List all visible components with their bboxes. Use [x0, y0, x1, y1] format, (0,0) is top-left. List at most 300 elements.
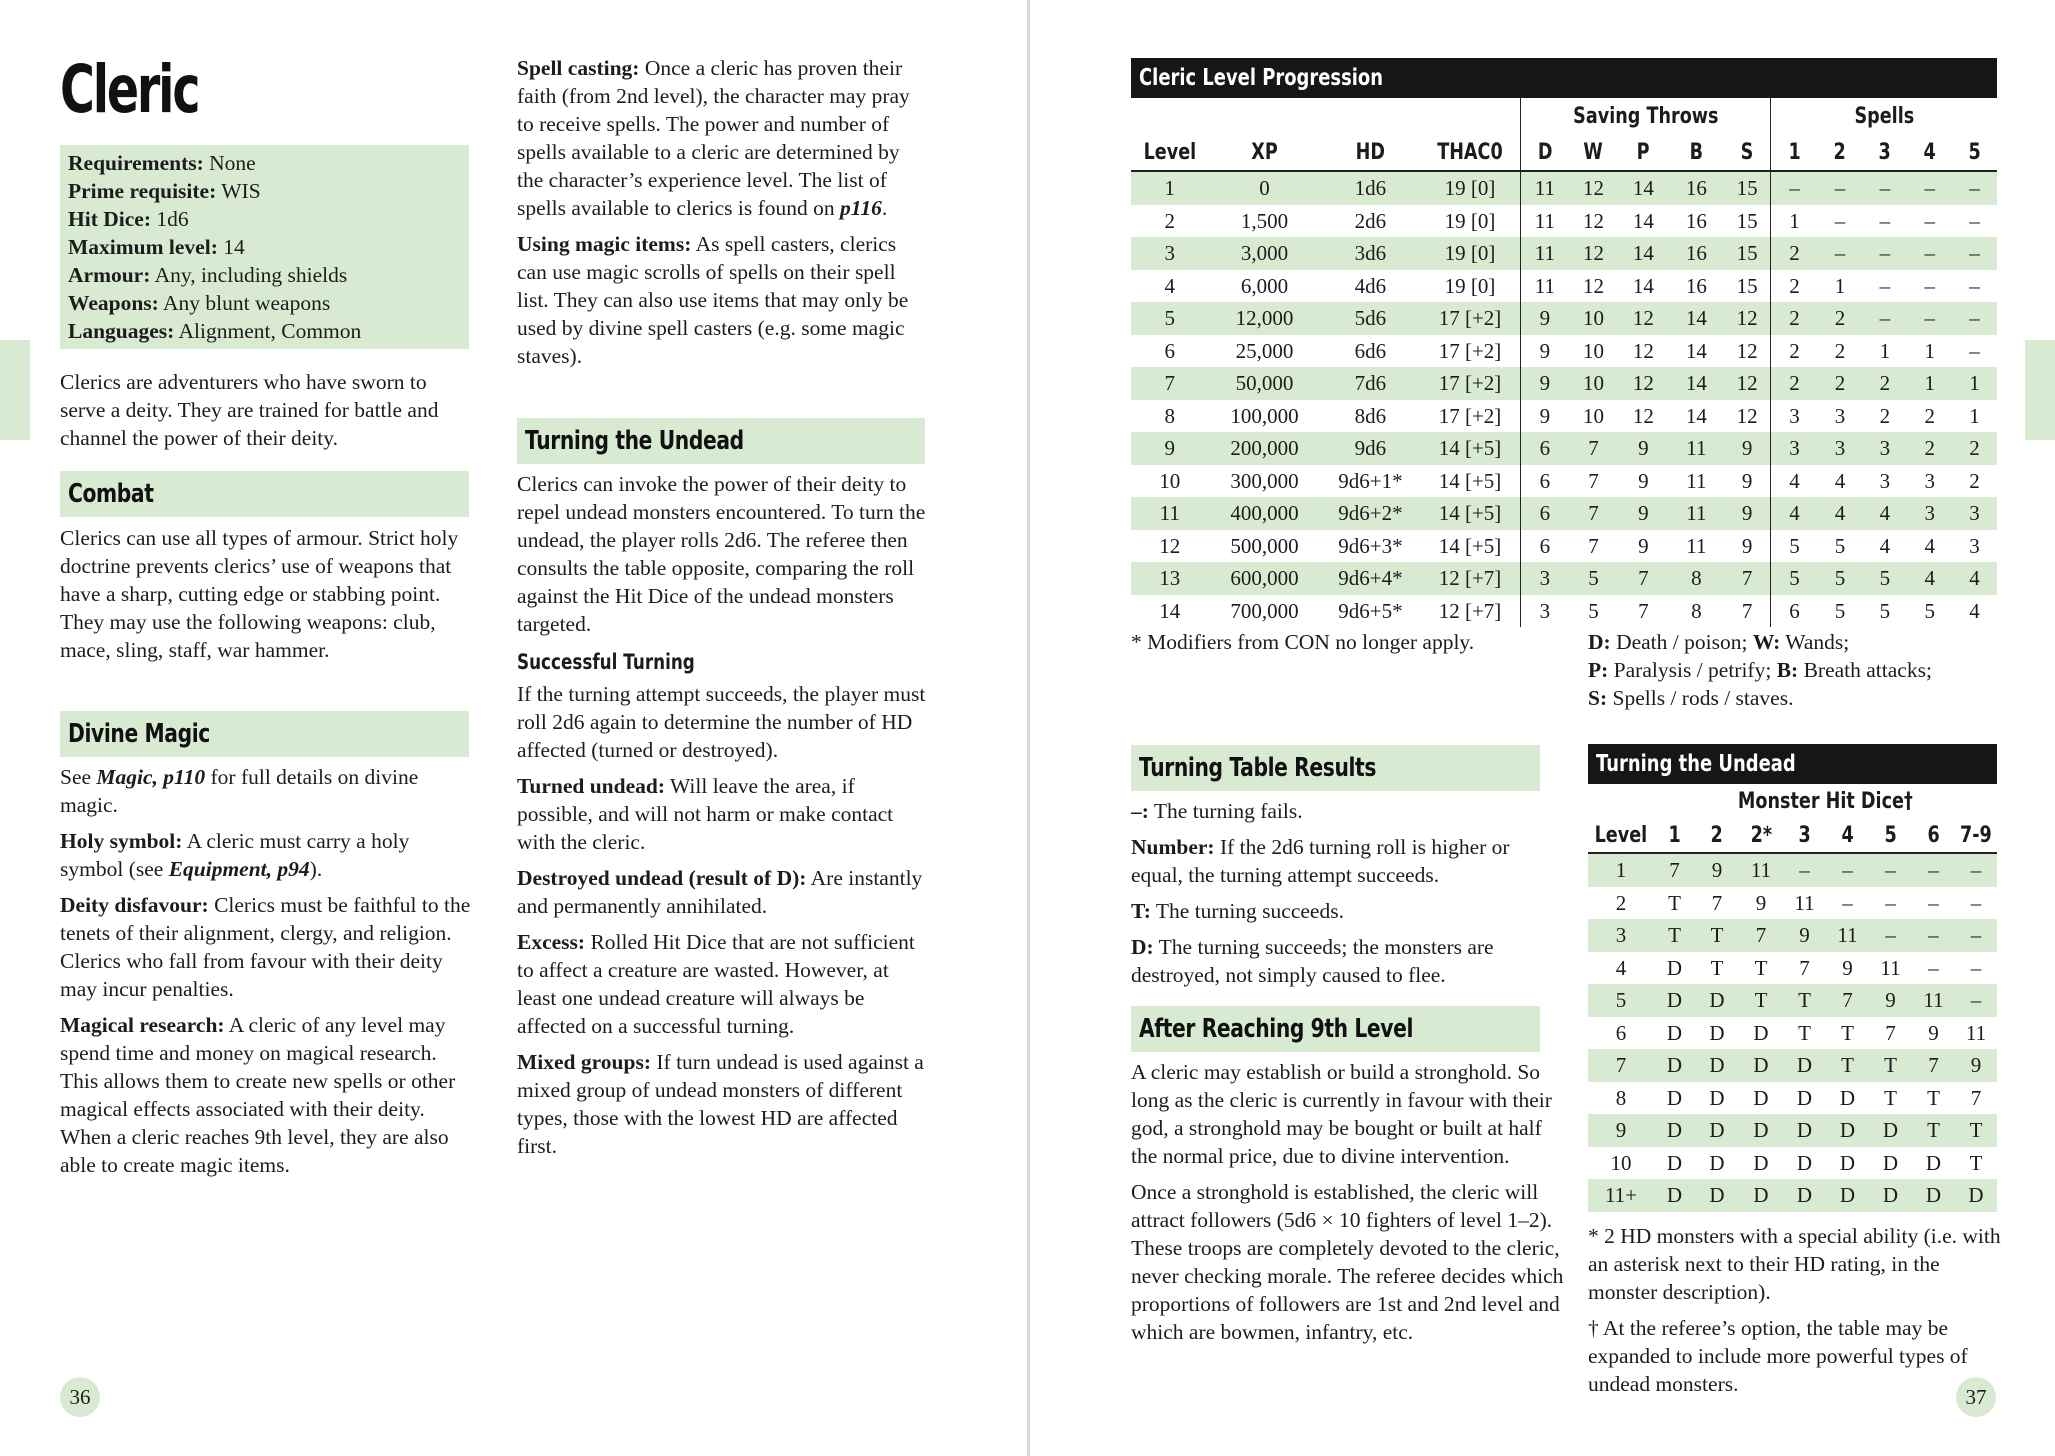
column-header: 5 [1952, 135, 1997, 171]
table-cell: 100,000 [1230, 403, 1299, 428]
table-cell: 200,000 [1208, 432, 1320, 465]
table-cell: – [1818, 171, 1863, 205]
table-cell: 9 [1638, 533, 1649, 558]
table-cell: 9d6 [1320, 432, 1420, 465]
table-cell: 9 [1724, 497, 1771, 530]
table-cell: 4 [1615, 955, 1627, 980]
table-cell: 4 [1907, 562, 1952, 595]
table-cell: T [1826, 1049, 1869, 1082]
table-cell: 5 [1834, 598, 1846, 623]
table-cell: 7 [1569, 432, 1618, 465]
table-cell: 5 [1862, 562, 1907, 595]
table-cell: 6 [1520, 465, 1569, 498]
column-header: 2* [1739, 819, 1783, 853]
table-cell: 400,000 [1208, 497, 1320, 530]
table-cell: 3 [1818, 432, 1863, 465]
table-cell: 4 [1164, 273, 1175, 298]
column-header: 6 [1912, 819, 1955, 853]
table-row [1588, 1114, 1997, 1147]
table-cell: 7 [1638, 598, 1649, 623]
column-header: 3 [1783, 819, 1826, 853]
table-row [1588, 952, 1997, 985]
req-line: Prime requisite: WIS [68, 179, 261, 203]
deity-disfavour-text: Deity disfavour: Clerics must be faithful to the tenets of their alignment, clergy, and religion. Clerics who fall from favour with their deity may incur penalties. [60, 893, 471, 1001]
table-cell: 11 [1739, 853, 1783, 887]
table-cell: 3d6 [1320, 237, 1420, 270]
table-cell: 1 [1834, 273, 1846, 298]
table-row [1131, 400, 1997, 433]
table-cell: 9 [1724, 432, 1771, 465]
table-cell: 11 [1669, 497, 1724, 530]
table-cell: 12 [1618, 367, 1669, 400]
table-cell: 1,500 [1240, 208, 1289, 233]
table-cell: 4 [1818, 497, 1863, 530]
table-row [1131, 205, 1997, 238]
table-cell: 15 [1736, 208, 1758, 233]
table-cell: 25,000 [1235, 338, 1294, 363]
table-cell: T [1754, 955, 1768, 980]
intro-text: Clerics are adventurers who have sworn to serve a deity. They are trained for battle and channel the power of their deity. [60, 370, 439, 450]
req-line: Weapons: Any blunt weapons [68, 291, 331, 315]
table-cell: D [1739, 1049, 1783, 1082]
successful-turning-heading: Successful Turning [517, 650, 695, 674]
column-header: 1 [1654, 819, 1695, 853]
table-cell: D [1783, 1049, 1826, 1082]
table-cell: 16 [1669, 237, 1724, 270]
table-cell: 1 [1588, 853, 1654, 887]
table-row [1131, 465, 1997, 498]
table-cell: 4 [1924, 533, 1935, 558]
table-cell: 14 [1632, 208, 1654, 233]
table-cell: 14 [1632, 273, 1654, 298]
table-cell: – [1869, 919, 1912, 952]
table-cell: 19 [0] [1420, 237, 1520, 270]
table-cell: 15 [1736, 273, 1758, 298]
table-cell: 4d6 [1354, 273, 1387, 298]
magic-reference: Magic, p110 [96, 765, 206, 789]
table-row [1131, 302, 1997, 335]
equipment-reference: Equipment, p94 [168, 857, 310, 881]
table-cell: 12 [1583, 208, 1604, 233]
table-cell: D [1709, 1085, 1725, 1110]
table-cell: 5d6 [1320, 302, 1420, 335]
column-header: HD [1320, 135, 1420, 171]
table-row [1588, 853, 1997, 887]
table-cell: T [1955, 1114, 1997, 1147]
table-cell: D [1695, 1179, 1739, 1212]
table-cell: 7 [1654, 853, 1695, 887]
table-cell: 6 [1520, 497, 1569, 530]
table-cell: 2 [1952, 432, 1997, 465]
table-cell: 19 [0] [1444, 273, 1496, 298]
table-cell: 7 [1131, 367, 1208, 400]
table-cell: 2 [1771, 335, 1818, 368]
table-cell: 6 [1520, 432, 1569, 465]
table-cell: 11 [1794, 890, 1815, 915]
table-cell: 9 [1928, 1020, 1939, 1045]
table-cell: 11 [1669, 432, 1724, 465]
table-cell: 3,000 [1208, 237, 1320, 270]
table-row [1588, 1179, 1997, 1212]
req-line: Maximum level: 14 [68, 235, 245, 259]
table-cell: 7d6 [1320, 367, 1420, 400]
table-row [1588, 1049, 1997, 1082]
table-cell: 6,000 [1240, 273, 1289, 298]
table-cell: 11 [1520, 171, 1569, 205]
table-cell: D [1695, 984, 1739, 1017]
table-cell: 3 [1952, 497, 1997, 530]
spell-casting-text: Spell casting: Once a cleric has proven their faith (from 2nd level), the character may pray to receive spells. The power and number of spells available to a cleric are determined by the character’s experience level. The list of spells available to clerics is found on p116. [517, 56, 910, 220]
table-cell: 2 [1818, 367, 1863, 400]
table-cell: – [1862, 302, 1907, 335]
table-cell: 9 [1783, 919, 1826, 952]
column-header: 4 [1907, 135, 1952, 171]
table-cell: D [1912, 1179, 1955, 1212]
table-cell: T [1884, 1085, 1897, 1110]
table-cell: 19 [0] [1420, 171, 1520, 205]
table-cell: 9d6+1* [1338, 468, 1403, 493]
chapter-tab-right [2025, 340, 2055, 440]
table-cell: T [1695, 919, 1739, 952]
table-cell: 8 [1615, 1085, 1627, 1110]
table-cell: 9d6+4* [1320, 562, 1420, 595]
table-cell: 3 [1907, 497, 1952, 530]
table-cell: D [1869, 1114, 1912, 1147]
table-cell: 3 [1520, 595, 1569, 628]
table-cell: 5 [1818, 562, 1863, 595]
table-cell: – [1924, 273, 1935, 298]
level-progression-table [1131, 98, 1997, 627]
table-cell: 10 [1583, 338, 1604, 363]
table-cell: 7 [1885, 1020, 1896, 1045]
table-cell: 4 [1862, 497, 1907, 530]
turning-undead-heading: Turning the Undead [517, 418, 925, 464]
table-row [1131, 432, 1997, 465]
table-cell: 4 [1879, 533, 1891, 558]
table-cell: 2 [1771, 237, 1818, 270]
table-cell: 9 [1638, 468, 1649, 493]
table-cell: 8 [1669, 562, 1724, 595]
table-cell: D [1826, 1114, 1869, 1147]
table-cell: 3 [1771, 432, 1818, 465]
table-cell: D [1839, 1085, 1856, 1110]
table-cell: 1 [1952, 367, 1997, 400]
table-cell: 3 [1969, 533, 1980, 558]
table-cell: 1d6 [1320, 171, 1420, 205]
table-cell: 11 [1131, 497, 1208, 530]
table-cell: – [1907, 302, 1952, 335]
table-cell: 11 [1686, 533, 1707, 558]
table-cell: 16 [1669, 171, 1724, 205]
table-cell: 8d6 [1354, 403, 1387, 428]
progression-table-title: Cleric Level Progression [1131, 58, 1997, 98]
table-cell: – [1928, 890, 1939, 915]
column-header: 3 [1862, 135, 1907, 171]
table-cell: – [1907, 237, 1952, 270]
table-cell: 5 [1569, 562, 1618, 595]
table-cell: 4 [1771, 497, 1818, 530]
table-cell: 7 [1799, 955, 1810, 980]
table-cell: 5 [1588, 984, 1654, 1017]
progression-footnote: * Modifiers from CON no longer apply. [1131, 630, 1475, 654]
table-cell: 9 [1842, 955, 1853, 980]
table-row [1588, 984, 1997, 1017]
table-cell: 6 [1615, 1020, 1627, 1045]
column-header: 5 [1869, 819, 1912, 853]
table-cell: 12 [1159, 533, 1181, 558]
table-cell: 2 [1834, 338, 1846, 363]
table-cell: 14 [1669, 367, 1724, 400]
table-cell: D [1695, 1049, 1739, 1082]
table-cell: – [1955, 984, 1997, 1017]
column-header: 2 [1818, 135, 1863, 171]
table-cell: 9 [1741, 468, 1753, 493]
column-header: W [1569, 135, 1618, 171]
table-cell: 2 [1771, 302, 1818, 335]
table-cell: 7 [1741, 598, 1753, 623]
table-cell: 12 [1618, 302, 1669, 335]
table-row [1131, 497, 1997, 530]
req-line: Hit Dice: 1d6 [68, 207, 189, 231]
combat-heading: Combat [60, 471, 469, 517]
table-cell: – [1879, 273, 1891, 298]
table-cell: 15 [1724, 237, 1771, 270]
table-cell: 7 [1618, 562, 1669, 595]
table-cell: 11 [1826, 919, 1869, 952]
table-cell: – [1783, 853, 1826, 887]
table-cell: – [1928, 955, 1939, 980]
table-cell: 7 [1912, 1049, 1955, 1082]
req-line: Armour: Any, including shields [68, 263, 348, 287]
table-cell: 5 [1771, 530, 1818, 563]
table-cell: 500,000 [1230, 533, 1299, 558]
table-cell: 17 [+2] [1420, 302, 1520, 335]
req-line: Requirements: None [68, 151, 256, 175]
column-header: 4 [1826, 819, 1869, 853]
table-cell: T [1869, 1049, 1912, 1082]
table-cell: 2 [1164, 208, 1175, 233]
table-cell: 9 [1520, 302, 1569, 335]
requirements-box [60, 145, 469, 349]
table-cell: 14 [+5] [1438, 533, 1502, 558]
table-cell: 16 [1685, 273, 1707, 298]
table-cell: 2 [1818, 302, 1863, 335]
table-cell: 12 [1569, 237, 1618, 270]
table-cell: 4 [1952, 562, 1997, 595]
table-cell: 11 [1520, 237, 1569, 270]
table-cell: 12 [1724, 302, 1771, 335]
table-cell: 2 [1771, 367, 1818, 400]
table-cell: 3 [1924, 468, 1935, 493]
table-row [1588, 887, 1997, 920]
spell-list-reference: p116 [840, 196, 882, 220]
table-cell: 5 [1924, 598, 1935, 623]
table-cell: 5 [1588, 598, 1599, 623]
table-cell: 12 [1724, 367, 1771, 400]
table-cell: 12 [1736, 338, 1758, 363]
table-cell: – [1955, 919, 1997, 952]
table-cell: 6 [1771, 595, 1818, 628]
spell-casting-section [517, 54, 927, 378]
table-cell: 2 [1615, 890, 1627, 915]
table-cell: – [1885, 890, 1896, 915]
table-cell: 9 [1618, 497, 1669, 530]
table-cell: 17 [+2] [1420, 367, 1520, 400]
table-cell: D [1654, 984, 1695, 1017]
table-cell: 12,000 [1208, 302, 1320, 335]
turning-table-title: Turning the Undead [1588, 744, 1997, 784]
table-cell: – [1869, 853, 1912, 887]
table-group-header [1588, 784, 1997, 819]
table-cell: D [1654, 1049, 1695, 1082]
chapter-tab-left [0, 340, 30, 440]
table-cell: 7 [1711, 890, 1723, 915]
table-cell: T [1710, 955, 1724, 980]
table-cell: 14 [1618, 171, 1669, 205]
table-row [1131, 530, 1997, 563]
saving-throws-header: Saving Throws [1572, 104, 1719, 129]
table-row [1131, 237, 1997, 270]
table-cell: 9 [1955, 1049, 1997, 1082]
turning-note-asterisk: * 2 HD monsters with a special ability (i.e. with an asterisk next to their HD rating, in the monster description). [1588, 1224, 2001, 1304]
table-cell: 12 [1736, 403, 1758, 428]
table-cell: 14 [1159, 598, 1181, 623]
column-header: S [1724, 135, 1771, 171]
table-cell: D [1753, 1020, 1769, 1045]
table-cell: – [1834, 208, 1846, 233]
table-cell: D [1869, 1179, 1912, 1212]
table-cell: 7 [1826, 984, 1869, 1017]
table-cell: 2 [1879, 403, 1891, 428]
table-row [1131, 171, 1997, 205]
table-cell: 1 [1969, 403, 1980, 428]
table-cell: T [1912, 1114, 1955, 1147]
magical-research-text: Magical research: A cleric of any level may spend time and money on magical research. This allows them to create new spells or other magical effects associated with their deity. When a cleric reaches 9th level, they are also able to create magic items. [60, 1013, 456, 1177]
page-number-left: 36 [60, 1377, 100, 1417]
table-row [1588, 1082, 1997, 1115]
table-group-header [1131, 98, 1997, 135]
table-cell: 2 [1907, 432, 1952, 465]
table-cell: D [1826, 1179, 1869, 1212]
legend-line: P: Paralysis / petrify; B: Breath attacks; [1588, 658, 1932, 682]
table-cell: D [1739, 1114, 1783, 1147]
table-cell: 13 [1131, 562, 1208, 595]
table-cell: – [1924, 208, 1935, 233]
success-text: If the turning attempt succeeds, the player must roll 2d6 again to determine the number of HD affected (turned or destroyed). [517, 682, 926, 762]
table-cell: 5 [1131, 302, 1208, 335]
table-cell: T [1841, 1020, 1854, 1045]
table-cell: 4 [1834, 468, 1846, 493]
table-row [1131, 270, 1997, 303]
table-cell: – [1907, 171, 1952, 205]
table-cell: 3 [1879, 468, 1891, 493]
table-cell: 7 [1739, 919, 1783, 952]
table-cell: 8 [1164, 403, 1175, 428]
destroyed-undead-text: Destroyed undead (result of D): Are instantly and permanently annihilated. [517, 866, 923, 918]
turning-text: Clerics can invoke the power of their deity to repel undead monsters encountered. To turn the undead, the player rolls 2d6. The referee then consults the table opposite, comparing the roll against the Hit Dice of the undead monsters targeted. [517, 472, 926, 636]
table-cell: 3 [1588, 919, 1654, 952]
table-cell: D [1783, 1179, 1826, 1212]
table-row [1131, 367, 1997, 400]
magic-items-text: Using magic items: As spell casters, clerics can use magic scrolls of spells on their spell list. They can also use items that may only be used by divine spell casters (e.g. some magic staves). [517, 232, 909, 368]
table-cell: 7 [1588, 533, 1599, 558]
table-cell: 6 [1164, 338, 1175, 363]
table-cell: 19 [0] [1444, 208, 1496, 233]
table-cell: T [1739, 984, 1783, 1017]
table-cell: 11+ [1588, 1179, 1654, 1212]
table-cell: – [1912, 853, 1955, 887]
excess-text: Excess: Rolled Hit Dice that are not sufficient to affect a creature are wasted. However, at least one undead creature will always be affected on a successful turning. [517, 930, 915, 1038]
table-cell: 11 [1520, 270, 1569, 303]
table-cell: D [1709, 1150, 1725, 1175]
turning-note-dagger: † At the referee’s option, the table may be expanded to include more powerful types of undead monsters. [1588, 1316, 1968, 1396]
table-column-header [1588, 819, 1997, 853]
ninth-level-heading: After Reaching 9th Level [1131, 1006, 1540, 1052]
table-cell: 14 [1669, 302, 1724, 335]
table-cell: 17 [+2] [1438, 403, 1502, 428]
table-cell: T [1969, 1150, 1983, 1175]
turning-results-section [1131, 797, 1543, 997]
table-cell: 12 [1583, 273, 1604, 298]
table-cell: 9 [1618, 432, 1669, 465]
table-cell: 600,000 [1208, 562, 1320, 595]
table-cell: – [1970, 890, 1982, 915]
table-cell: 9 [1131, 432, 1208, 465]
table-cell: 7 [1588, 468, 1599, 493]
table-cell: D [1925, 1150, 1942, 1175]
table-cell: T [1668, 890, 1681, 915]
divine-magic-heading: Divine Magic [60, 711, 469, 757]
legend-line: D: Death / poison; W: Wands; [1588, 630, 1850, 654]
ninth-level-text-2: Once a stronghold is established, the cleric will attract followers (5d6 × 10 fighters of level 1–2). These troops are completely devoted to the cleric, never checking morale. The referee decides which proportions of followers are 1st and 2nd level and which are bowmen, infantry, etc. [1131, 1180, 1564, 1344]
table-cell: 2 [1862, 367, 1907, 400]
table-cell: 12 [+7] [1438, 598, 1502, 623]
table-cell: T [1654, 919, 1695, 952]
table-cell: 7 [1569, 497, 1618, 530]
table-cell: 11 [1520, 205, 1569, 238]
table-cell: 3 [1520, 562, 1569, 595]
table-cell: – [1879, 208, 1891, 233]
divine-magic-section [60, 763, 472, 1187]
table-cell: 10 [1569, 367, 1618, 400]
column-header: THAC0 [1420, 135, 1520, 171]
table-cell: 10 [1159, 468, 1181, 493]
table-cell: – [1969, 208, 1980, 233]
table-cell: 9 [1520, 335, 1569, 368]
result-fails: –: The turning fails. [1131, 799, 1303, 823]
table-cell: 9 [1520, 400, 1569, 433]
table-cell: – [1818, 237, 1863, 270]
column-header: Level [1131, 135, 1208, 171]
table-cell: T [1783, 984, 1826, 1017]
table-cell: 7 [1724, 562, 1771, 595]
table-cell: – [1969, 273, 1980, 298]
right-page [1030, 0, 2055, 1456]
result-turned: T: The turning succeeds. [1131, 899, 1344, 923]
column-header: 2 [1695, 819, 1739, 853]
table-cell: 7 [1588, 1049, 1654, 1082]
table-cell: D [1709, 1020, 1725, 1045]
table-cell: 1 [1924, 338, 1935, 363]
table-cell: D [1654, 1179, 1695, 1212]
table-cell: – [1912, 919, 1955, 952]
table-cell: 14 [+5] [1420, 497, 1520, 530]
ninth-level-section [1131, 1058, 1571, 1354]
table-cell: 14 [1685, 338, 1707, 363]
table-cell: 11 [1686, 468, 1707, 493]
table-cell: 4 [1969, 598, 1980, 623]
table-cell: 2d6 [1354, 208, 1387, 233]
